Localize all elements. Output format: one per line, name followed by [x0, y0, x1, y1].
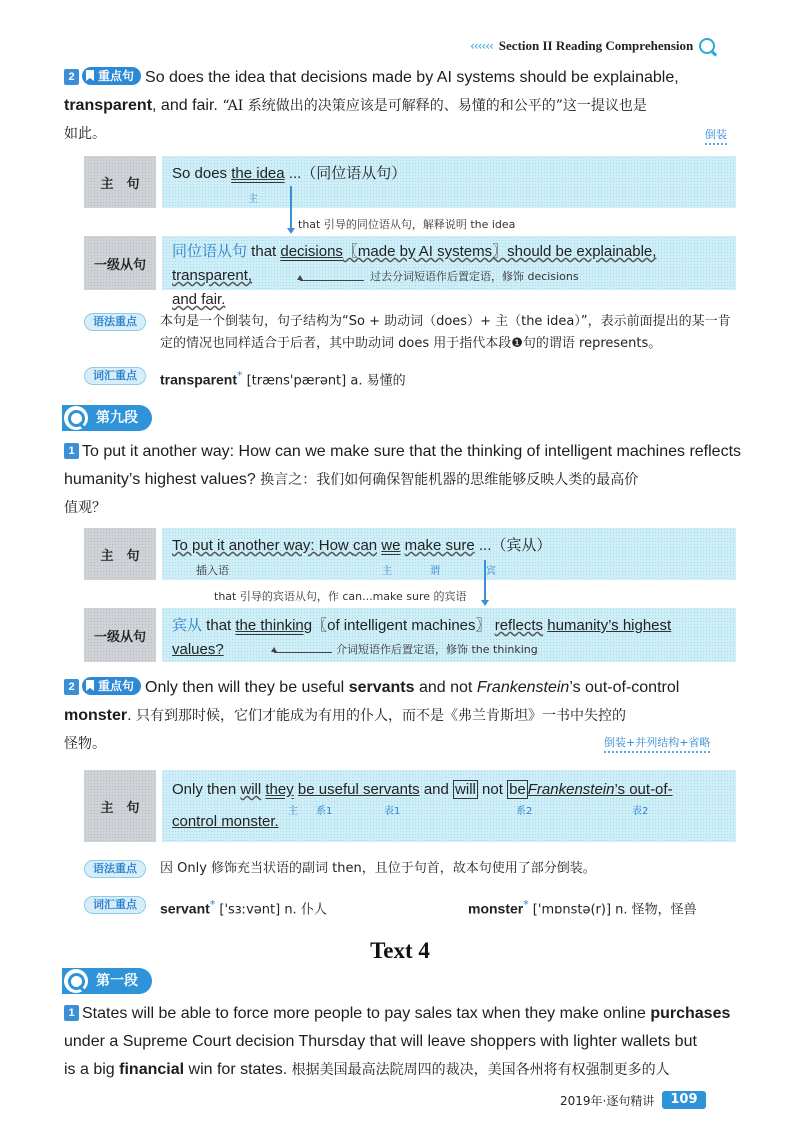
paragraph-sentence-1	[64, 1000, 744, 1084]
grammar-explanation: 本句是一个倒装句，句子结构为“So + 助动词（does）+ 主（the idea）”，表示前面提出的某一肯定的情况也同样适合于后者，其中助动词 does 用于指代本段❶句的谓语 represents。	[160, 314, 731, 351]
vocab-word: monster	[468, 900, 524, 917]
english-text: is a big	[64, 1061, 115, 1078]
subject: decisions	[280, 243, 343, 260]
grammar-tag: 语法重点	[84, 860, 146, 878]
sentence-fragment: and	[419, 781, 454, 798]
text-title: Text 4	[370, 938, 430, 963]
structure-tag: 倒装	[705, 126, 727, 145]
predicative-2: Frankenstein	[527, 781, 615, 798]
predicate: reflects	[494, 617, 544, 634]
key-sentence-tag: 重点句	[82, 67, 141, 85]
bold-word: purchases	[650, 1005, 731, 1022]
predicate: and fair.	[172, 291, 226, 308]
vocab-tag: 词汇重点	[84, 367, 146, 385]
bold-word: financial	[119, 1061, 185, 1078]
arrow-up-icon	[297, 275, 303, 280]
role-predicative-2: 表2	[632, 806, 649, 817]
sentence-fragment: Only then	[172, 781, 241, 798]
book-title: 2019年·逐句精讲	[560, 1093, 655, 1108]
bold-word: servants	[348, 679, 415, 696]
predicate: make sure	[404, 537, 475, 554]
english-text: humanity’s highest values?	[64, 471, 256, 488]
star-icon: *	[209, 898, 216, 911]
insertion: To put it another way: How	[172, 537, 353, 554]
vocab-word: servant	[160, 900, 210, 917]
main-clause-label: 主 句	[84, 528, 156, 580]
sentence-fragment: that	[202, 617, 236, 634]
chinese-translation: 如此。	[64, 126, 106, 142]
star-icon: *	[523, 898, 529, 911]
english-text: win for states.	[188, 1061, 288, 1078]
vocab-entry	[160, 365, 740, 392]
chevrons-icon: ‹‹‹‹‹‹	[470, 39, 493, 53]
section-heading-text: 第一段	[96, 973, 138, 989]
magnifier-icon	[699, 38, 715, 54]
section-heading-text: 第九段	[96, 410, 138, 426]
italic-title: Frankenstein	[476, 679, 570, 696]
sub-clause-label: 一级从句	[84, 608, 156, 662]
vocab-definition: [træns'pærənt] a. 易懂的	[246, 373, 406, 389]
sub-clause-label: 一级从句	[84, 236, 156, 290]
sub-note: 介词短语作后置定语，修饰 the thinking	[336, 643, 538, 656]
subject: the thinking	[235, 617, 313, 634]
note-line	[300, 280, 364, 281]
role-subject: 主	[248, 194, 258, 205]
predicative-1: be useful servants	[297, 781, 420, 798]
key-sentence-paragraph	[64, 64, 744, 148]
omitted-word: be	[509, 781, 526, 798]
structure-tag: 倒装+并列结构+省略	[604, 734, 710, 753]
sentence-fragment: ...（宾从）	[474, 537, 552, 554]
role-subject: 主	[382, 566, 392, 577]
predicate-aux: can	[352, 537, 378, 554]
role-copula-2: 系2	[516, 806, 533, 817]
role-predicate: 谓	[430, 566, 440, 577]
chinese-translation: 根据美国最高法院周四的裁决，美国各州将有权强制更多的人	[291, 1062, 670, 1078]
vocab-entry	[468, 894, 740, 921]
subject: we	[381, 537, 401, 554]
sentence-number: 2	[64, 69, 79, 85]
english-text: ’s out-of-control	[569, 679, 680, 696]
page-number: 109	[662, 1091, 705, 1109]
star-icon: *	[237, 369, 243, 382]
vocab-entry	[160, 894, 460, 921]
english-text: and not	[418, 679, 473, 696]
link-note: that 引导的宾语从句，作 can...make sure 的宾语	[214, 590, 467, 603]
link-line	[290, 186, 292, 228]
clause-type: 同位语从句	[172, 243, 248, 260]
english-text: Only then will they be useful	[145, 679, 345, 696]
magnifier-icon	[64, 406, 88, 430]
arrow-down-icon	[481, 600, 489, 606]
english-text: under a Supreme Court decision Thursday that will leave shoppers with lighter wallets but	[64, 1033, 697, 1050]
english-text: , and fair.	[152, 97, 218, 114]
insert-note: 插入语	[196, 564, 229, 577]
arrow-up-icon	[271, 647, 277, 652]
vocab-word: transparent	[160, 371, 238, 388]
sentence-fragment: So does	[172, 165, 232, 182]
subject: the idea	[231, 165, 285, 182]
subject: they	[265, 781, 294, 798]
english-text: To put it another way: How can we make sure that the thinking of intelligent machines reflects	[82, 443, 742, 460]
chinese-translation: “AI 系统做出的决策应该是可解释的、易懂的和公平的”这一提议也是	[222, 98, 647, 114]
role-predicative-1: 表1	[384, 806, 401, 817]
english-text: States will be able to force more people to pay sales tax when they make online	[82, 1005, 646, 1022]
vocab-tag: 词汇重点	[84, 896, 146, 914]
english-text: .	[127, 707, 132, 724]
sentence-number: 1	[64, 443, 79, 459]
link-note: that 引导的同位语从句，解释说明 the idea	[298, 218, 516, 231]
predicative-2: control monster.	[172, 813, 279, 830]
bold-word: transparent	[64, 97, 153, 114]
sentence-number: 2	[64, 679, 79, 695]
chinese-translation: 只有到那时候，它们才能成为有用的仆人，而不是《弗兰肯斯坦》一书中失控的	[136, 708, 627, 724]
main-clause-label: 主 句	[84, 156, 156, 208]
chinese-translation: 怪物。	[64, 736, 106, 752]
object: humanity’s highest values?	[172, 617, 672, 658]
grammar-explanation: 因 Only 修饰充当状语的副词 then，且位于句首，故本句使用了部分倒装。	[160, 861, 596, 876]
predicate: 〖made by AI systems〗should be explainable, transparent,	[172, 243, 657, 284]
english-text: So does the idea that decisions made by AI systems should be explainable,	[145, 69, 679, 86]
chinese-translation: 换言之：我们如何确保智能机器的思维能够反映人类的最高价	[260, 472, 639, 488]
arrow-down-icon	[287, 228, 295, 234]
sentence-fragment: not	[477, 781, 508, 798]
grammar-tag: 语法重点	[84, 313, 146, 331]
section-heading	[62, 405, 152, 431]
role-subject: 主	[288, 806, 298, 817]
role-object: 宾	[486, 566, 496, 577]
vocab-definition: ['sɜːvənt] n. 仆人	[219, 902, 327, 918]
paragraph-sentence-1	[64, 438, 744, 522]
section-heading	[62, 968, 152, 994]
footer	[560, 1090, 706, 1110]
magnifier-icon	[64, 969, 88, 993]
predicative-2: ’s out-of-	[614, 781, 673, 798]
note-line	[274, 652, 332, 653]
key-sentence-tag: 重点句	[82, 677, 141, 695]
omitted-word: will	[455, 781, 476, 798]
main-clause-label: 主 句	[84, 770, 156, 842]
modifier: 〖of intelligent machines〗	[312, 617, 491, 634]
link-line	[484, 560, 486, 600]
sentence-number: 1	[64, 1005, 79, 1021]
section-title: Section II Reading Comprehension	[498, 38, 694, 53]
chinese-translation: 值观？	[64, 500, 106, 516]
main-clause-box	[162, 528, 736, 580]
vocab-definition: ['mɒnstə(r)] n. 怪物，怪兽	[532, 902, 697, 918]
bold-word: monster	[64, 707, 128, 724]
sentence-fragment: ...（同位语从句）	[284, 165, 407, 182]
role-copula-1: 系1	[316, 806, 333, 817]
copula-1: will	[240, 781, 262, 798]
clause-type: 宾从	[172, 617, 203, 634]
sub-note: 过去分词短语作后置定语，修饰 decisions	[370, 270, 579, 283]
main-clause-box	[162, 770, 736, 842]
sentence-fragment: that	[247, 243, 281, 260]
running-header	[470, 36, 770, 56]
